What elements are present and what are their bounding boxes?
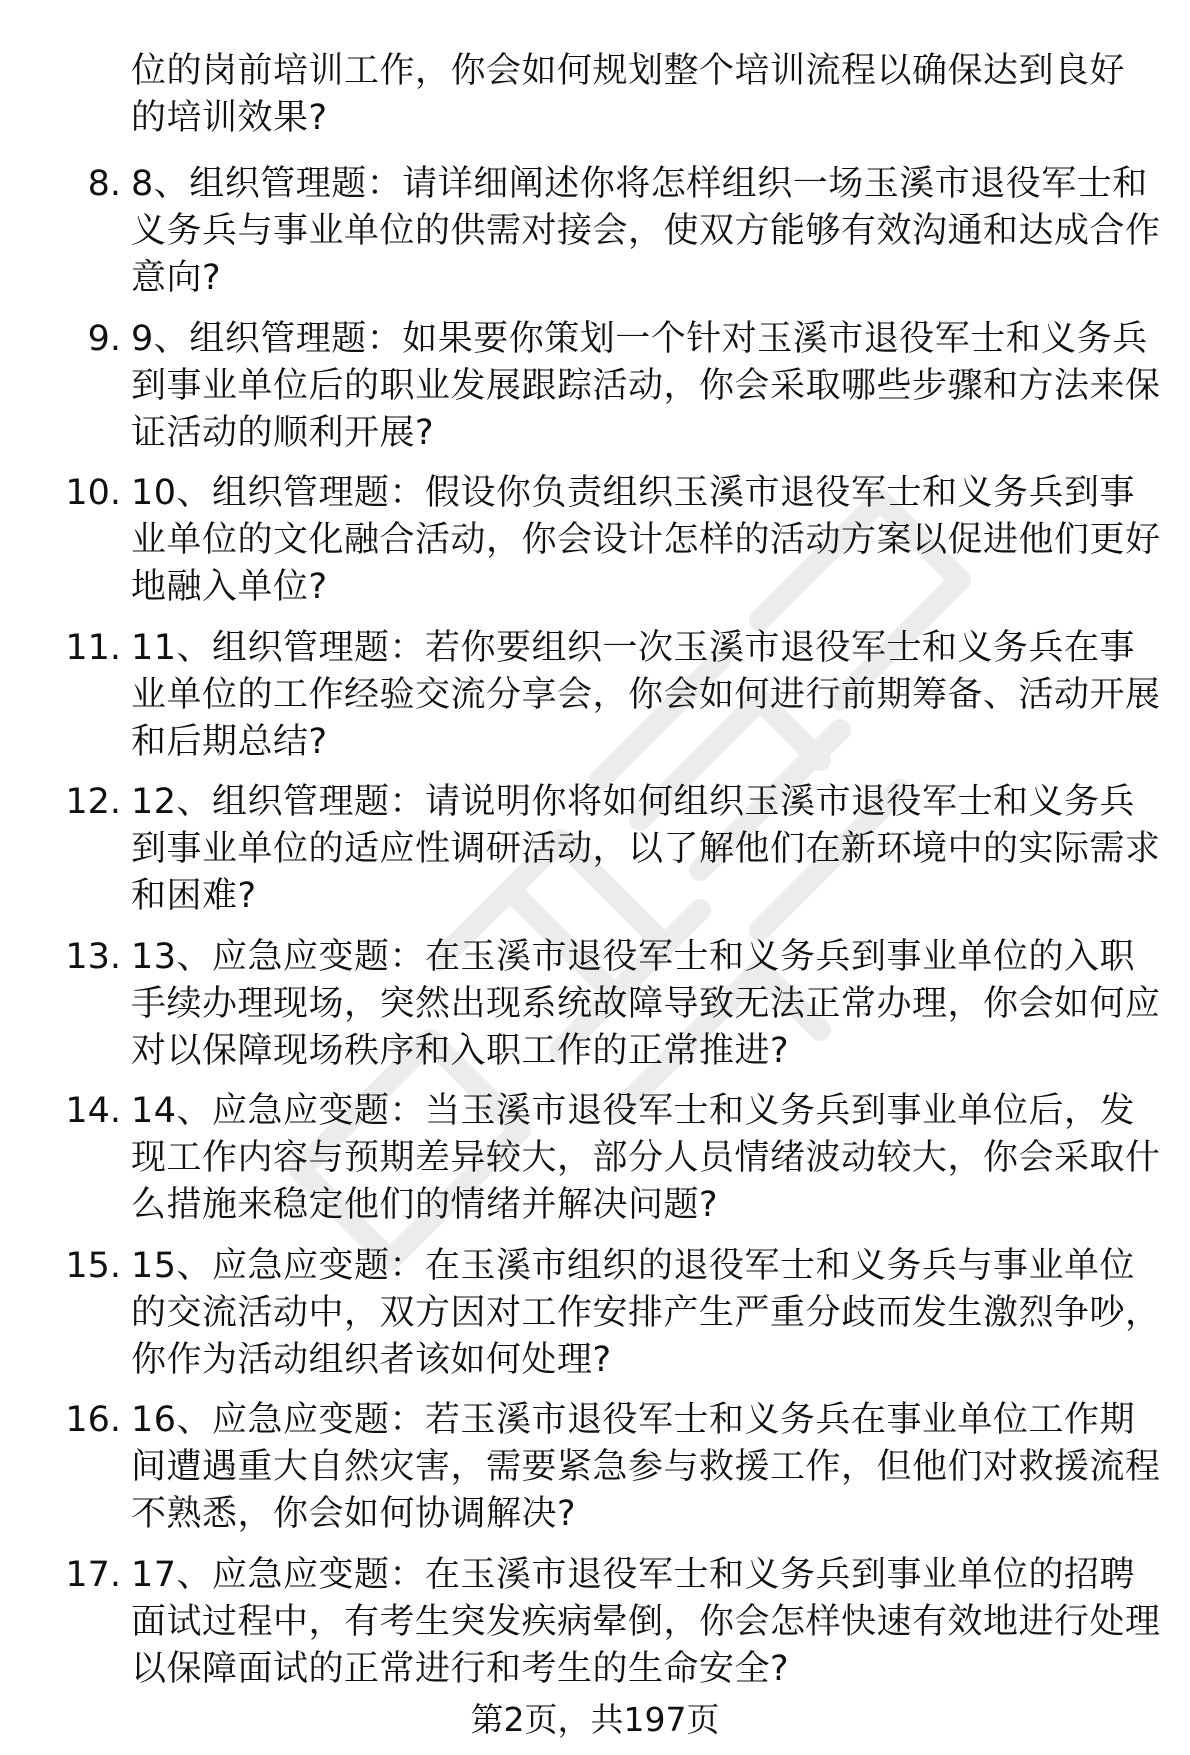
question-text: 17、应急应变题：在玉溪市退役军士和义务兵到事业单位的招聘面试过程中，有考生突发疾病晕倒，你会怎样快速有效地进行处理以保障面试的正常进行和考生的生命安全?: [131, 1554, 1161, 1689]
question-number: 11.: [65, 627, 121, 668]
question-text: 16、应急应变题：若玉溪市退役军士和义务兵在事业单位工作期间遭遇重大自然灾害，需要紧急参与救援工作，但他们对救援流程不熟悉，你会如何协调解决?: [131, 1400, 1161, 1534]
list-item: [0, 934, 1190, 1070]
list-item: [0, 779, 1190, 915]
list-item: [0, 625, 1190, 761]
question-text: 10、组织管理题：假设你负责组织玉溪市退役军士和义务兵到事业单位的文化融合活动，你会设计怎样的活动方案以促进他们更好地融入单位?: [131, 473, 1161, 607]
question-number: 15.: [65, 1245, 121, 1286]
question-number: 8.: [87, 164, 121, 204]
list-item: [0, 1088, 1190, 1224]
question-number: 14.: [65, 1091, 121, 1131]
question-number: 12.: [65, 782, 121, 822]
question-text: 11、组织管理题：若你要组织一次玉溪市退役军士和义务兵在事业单位的工作经验交流分享会，你会如何进行前期筹备、活动开展和后期总结?: [131, 627, 1161, 762]
question-number: 10.: [65, 473, 121, 513]
list-item: [0, 1552, 1190, 1688]
question-text: 9、组织管理题：如果要你策划一个针对玉溪市退役军士和义务兵到事业单位后的职业发展跟踪活动，你会采取哪些步骤和方法来保证活动的顺利开展?: [131, 318, 1161, 453]
list-item: [0, 1397, 1190, 1533]
question-list: [0, 161, 1190, 1706]
question-number: 16.: [65, 1400, 121, 1440]
question-text: 15、应急应变题：在玉溪市组织的退役军士和义务兵与事业单位的交流活动中，双方因对工作安排产生严重分歧而发生激烈争吵，你作为活动组织者该如何处理?: [131, 1245, 1161, 1380]
page-footer: 第2页，共197页: [470, 1700, 720, 1739]
question-text: 13、应急应变题：在玉溪市退役军士和义务兵到事业单位的入职手续办理现场，突然出现系统故障导致无法正常办理，你会如何应对以保障现场秩序和入职工作的正常推进?: [131, 936, 1161, 1071]
list-item: [0, 161, 1190, 297]
list-item: [0, 470, 1190, 606]
question-number: 9.: [87, 318, 121, 359]
question-number: 17.: [65, 1554, 121, 1595]
question-text: 8、组织管理题：请详细阐述你将怎样组织一场玉溪市退役军士和义务兵与事业单位的供需对接会，使双方能够有效沟通和达成合作意向?: [131, 164, 1161, 298]
continuation-text: 位的岗前培训工作，你会如何规划整个培训流程以确保达到良好的培训效果?: [131, 51, 1126, 138]
list-item: [0, 1243, 1190, 1379]
question-text: 14、应急应变题：当玉溪市退役军士和义务兵到事业单位后，发现工作内容与预期差异较大，部分人员情绪波动较大，你会采取什么措施来稳定他们的情绪并解决问题?: [131, 1091, 1161, 1225]
question-text: 12、组织管理题：请说明你将如何组织玉溪市退役军士和义务兵到事业单位的适应性调研活动，以了解他们在新环境中的实际需求和困难?: [131, 782, 1161, 916]
question-number: 13.: [65, 936, 121, 977]
list-item: [0, 316, 1190, 452]
